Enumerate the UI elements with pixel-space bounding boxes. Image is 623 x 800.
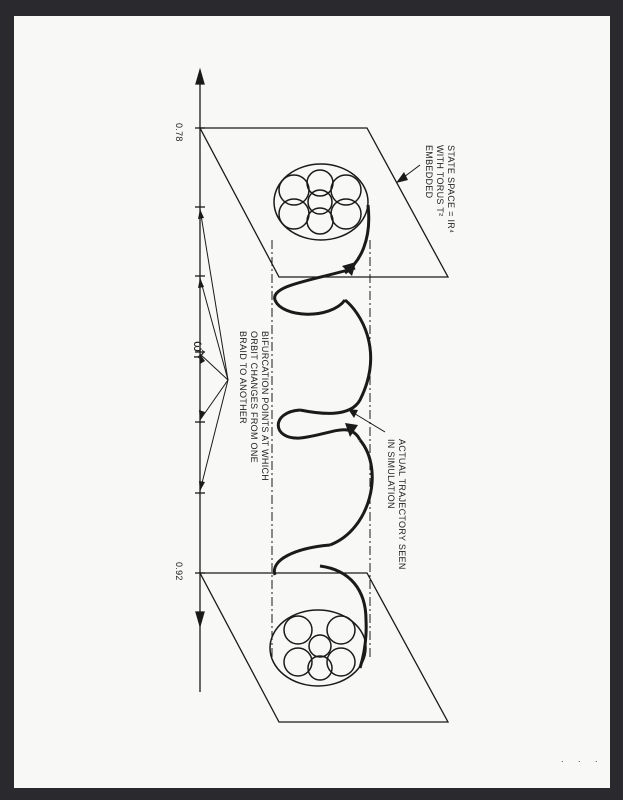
state-space-line-3: EMBEDDED <box>424 145 434 199</box>
torus-top <box>274 164 368 240</box>
state-space-plane-bottom <box>200 573 448 722</box>
trajectory-leader <box>352 412 385 432</box>
footer-marks: . . . <box>561 754 604 764</box>
trajectory-line-1: ACTUAL TRAJECTORY SEEN <box>397 439 407 570</box>
state-space-line-1: STATE SPACE = IR⁴ <box>446 145 456 234</box>
trajectory-label <box>385 439 407 570</box>
trajectory-arrow-1 <box>342 262 356 276</box>
trajectory-helix <box>274 205 372 668</box>
state-space-plane-top <box>200 128 448 277</box>
state-space-label <box>423 145 456 233</box>
state-space-line-2: WITH TORUS T² <box>435 145 445 217</box>
bifurcation-line-3: BRAID TO ANOTHER <box>238 331 248 424</box>
tick-label-start: 0.78 <box>174 123 184 142</box>
axis-arrow-mid <box>196 612 204 626</box>
tick-label-end: 0.92 <box>174 562 184 581</box>
trajectory-line-2: IN SIMULATION <box>386 439 396 509</box>
bifurcation-label <box>237 331 270 481</box>
torus-bottom <box>270 610 366 686</box>
torus-projection-lines <box>272 240 370 660</box>
axis-arrow-top <box>196 70 204 84</box>
bifurcation-line-1: BIFURCATION POINTS AT WHICH <box>260 331 270 482</box>
bifurcation-line-2: ORBIT CHANGES FROM ONE <box>249 331 259 463</box>
axis-variable-label: ω̂Y <box>191 341 207 362</box>
document-page <box>14 16 610 788</box>
torus-braid-diagram <box>14 16 610 788</box>
